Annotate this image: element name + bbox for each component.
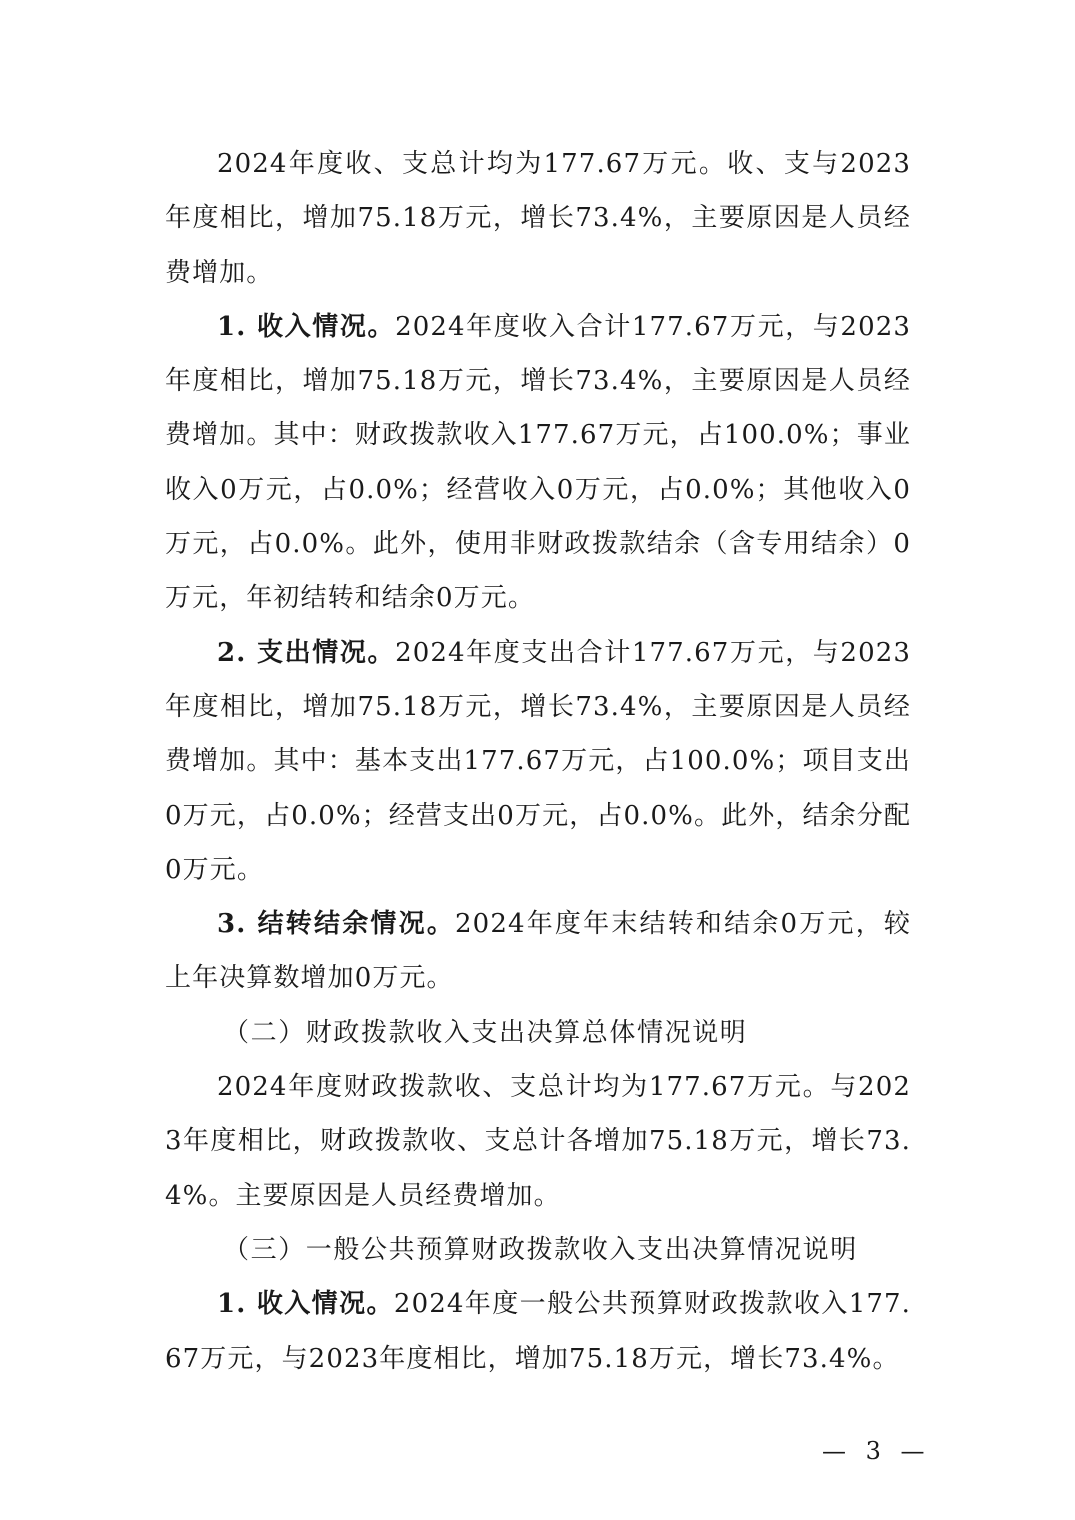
summary-text: 2024年度收、支总计均为177.67万元。收、支与2023年度相比，增加75.18万元，增长73.4%，主要原因是人员经费增加。 bbox=[165, 149, 911, 288]
section3-income-paragraph bbox=[165, 1277, 911, 1386]
carryover-heading: 3. 结转结余情况。 bbox=[217, 909, 456, 940]
page-number: — 3 — bbox=[822, 1437, 931, 1465]
carryover-paragraph bbox=[165, 897, 911, 1006]
expense-heading: 2. 支出情况。 bbox=[217, 637, 396, 668]
section2-paragraph bbox=[165, 1060, 911, 1223]
section3-income-heading: 1. 收入情况。 bbox=[217, 1289, 394, 1320]
section3-income-text: 2024年度一般公共预算财政拨款收入177.67万元，与2023年度相比，增加75.18万元，增长73.4%。 bbox=[165, 1289, 911, 1374]
section3-heading: （三）一般公共预算财政拨款收入支出决算情况说明 bbox=[223, 1234, 858, 1265]
income-paragraph bbox=[165, 300, 911, 626]
document-body bbox=[165, 137, 911, 1386]
income-text: 2024年度收入合计177.67万元，与2023年度相比，增加75.18万元，增长73.4%，主要原因是人员经费增加。其中：财政拨款收入177.67万元，占100.0%；事业收入0万元，占0.0%；经营收入0万元，占0.0%；其他收入0万元，占0.0%。此外，使用非财政拨款结余（含专用结余）0万元，年初结转和结余0万元。 bbox=[165, 311, 911, 614]
carryover-text: 2024年度年末结转和结余0万元，较上年决算数增加0万元。 bbox=[165, 909, 911, 994]
expense-paragraph bbox=[165, 626, 911, 897]
summary-paragraph bbox=[165, 137, 911, 300]
section2-heading: （二）财政拨款收入支出决算总体情况说明 bbox=[223, 1017, 748, 1048]
section2-text: 2024年度财政拨款收、支总计均为177.67万元。与2023年度相比，财政拨款收、支总计各增加75.18万元，增长73.4%。主要原因是人员经费增加。 bbox=[165, 1072, 911, 1211]
income-heading: 1. 收入情况。 bbox=[217, 311, 396, 342]
expense-text: 2024年度支出合计177.67万元，与2023年度相比，增加75.18万元，增长73.4%，主要原因是人员经费增加。其中：基本支出177.67万元，占100.0%；项目支出0万元，占0.0%；经营支出0万元，占0.0%。此外，结余分配0万元。 bbox=[165, 637, 911, 885]
